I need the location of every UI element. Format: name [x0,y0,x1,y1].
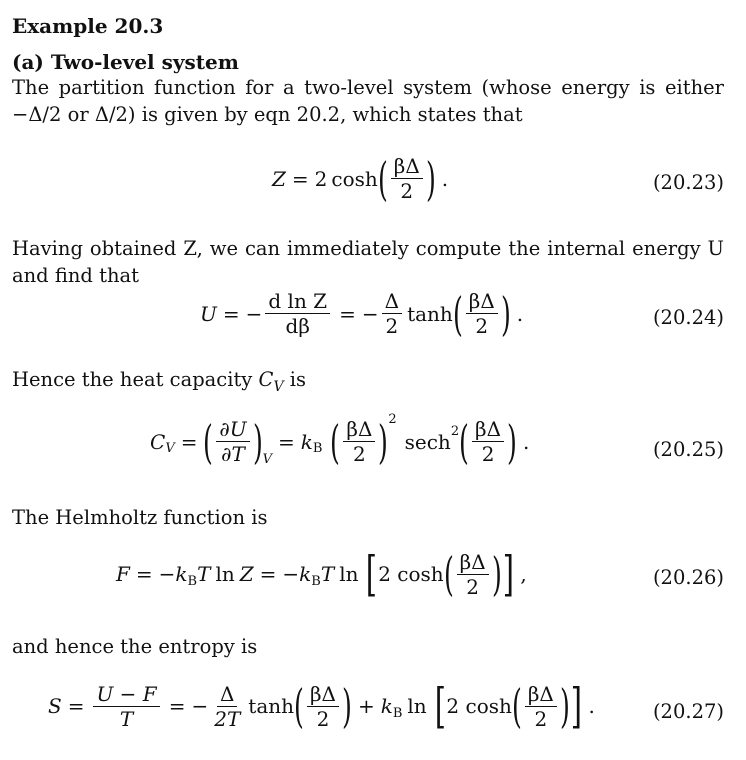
paragraph-1-line-1: The partition function for a two-level system (whose energy is either [12,76,724,99]
equation-number-20-25: (20.25) [652,438,724,461]
equation-number-20-26: (20.26) [652,566,724,589]
fraction-dlnZ-dbeta: $\frac{\text{d ln Z}}{d\beta}$ [265,290,330,337]
equation-number-20-23: (20.23) [652,171,724,194]
fraction-delta-over-2: $\frac{\Delta}{2}$ [382,290,402,337]
paragraph-3: Hence the heat capacity $C_V$ is [12,368,307,395]
fraction-beta-delta-over-2: $\frac{\beta\Delta}{2}$ [391,155,423,202]
two-coefficient: 2 [314,166,328,191]
equation-number-20-24: (20.24) [652,306,724,329]
Z-symbol: Z [272,166,286,191]
paragraph-1-line-2: −Δ/2 or Δ/2) is given by eqn 20.2, which states that [12,103,523,126]
paragraph-5: and hence the entropy is [12,635,258,658]
equation-20-23: Z = 2 cosh ( $\frac{\beta\Delta}{2}$ ) . (20.23) [272,151,724,206]
fraction-dU-dT: $\frac{\partial U}{\partial T}$ [216,418,249,465]
example-title: Example 20.3 [12,14,164,38]
paragraph-4: The Helmholtz function is [12,506,268,529]
cosh-operator: cosh [331,166,378,191]
equation-20-25: C V = ( $\frac{\partial U}{\partial T}$ ) V = k B ( $\frac{\beta\Delta}{2}$ ) 2 sech 2 ( $\frac{\beta\Delta}{2}$ ) . (20.25) [150,412,724,469]
equation-20-26: F = − k B T ln Z = − k B T ln [ 2 cosh ( $\frac{\beta\Delta}{2}$ ) ] , (20.26) [116,546,724,602]
paragraph-2-line-1: Having obtained Z, we can immediately compute the internal energy U [12,237,724,260]
section-subtitle: (a) Two-level system [12,50,239,74]
equation-number-20-27: (20.27) [652,700,724,723]
fraction-U-minus-F-over-T: $\frac{U - F}{T}$ [93,683,159,730]
equation-20-24: U = − $\frac{\text{d ln Z}}{d\beta}$ = − $\frac{\Delta}{2}$ tanh ( $\frac{\beta\Delta}{2}$ ) . (20.24) [200,286,724,341]
paragraph-2-line-2: and find that [12,264,139,287]
equation-20-27: S = $\frac{U - F}{T}$ = − $\frac{\Delta}{2T}$ tanh ( $\frac{\beta\Delta}{2}$ ) + k B ln [ 2 cosh ( $\frac{\beta\Delta}{2}$ ) ] . (20.27) [48,678,724,734]
